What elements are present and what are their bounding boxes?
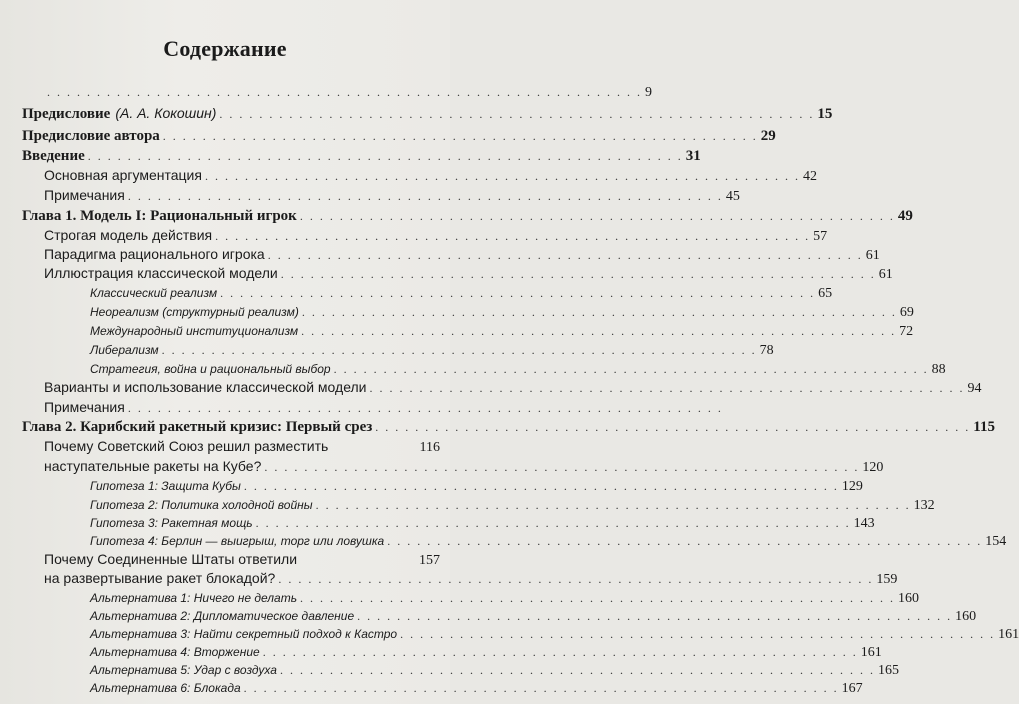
toc-entry-title: Предисловие [22,106,111,122]
toc-entry-title: Примечания [44,399,125,415]
toc-section-entry [0,458,884,480]
toc-entry-title: Стратегия, война и рациональный выбор [90,362,331,376]
toc-page-number: 154 [985,534,1007,549]
toc-subsection-entry [0,609,977,629]
toc-page-number: 132 [913,498,935,513]
dot-leader: . . . . . . . . . . . . . . . . . . . . . . . . . . . . . . . . . . . . . . . . . . . . . . . . . . . . . . . . . . . . [400,627,996,641]
dot-leader: . . . . . . . . . . . . . . . . . . . . . . . . . . . . . . . . . . . . . . . . . . . . . . . . . . . . . . . . . . . . [215,229,811,243]
dot-leader: . . . . . . . . . . . . . . . . . . . . . . . . . . . . . . . . . . . . . . . . . . . . . . . . . . . . . . . . . . . . [47,85,642,99]
dot-leader: . . . . . . . . . . . . . . . . . . . . . . . . . . . . . . . . . . . . . . . . . . . . . . . . . . . . . . . . . . . . [255,516,851,530]
toc-section-entry [0,399,723,420]
toc-subsection-entry [0,286,833,306]
dot-leader: . . . . . . . . . . . . . . . . . . . . . . . . . . . . . . . . . . . . . . . . . . . . . . . . . . . . . . . . . . . . [162,129,758,143]
dot-leader: . . . . . . . . . . . . . . . . . . . . . . . . . . . . . . . . . . . . . . . . . . . . . . . . . . . . . . . . . . . . [161,343,757,357]
toc-subsection-entry [0,498,935,518]
toc-section-entry [0,265,893,287]
toc-entry-title: Неореализм (структурный реализм) [90,305,299,319]
toc-entry-title: Иллюстрация классической модели [44,265,278,281]
toc-page-number: 159 [876,572,898,587]
dot-leader: . . . . . . . . . . . . . . . . . . . . . . . . . . . . . . . . . . . . . . . . . . . . . . . . . . . . . . . . . . . . [301,305,897,319]
toc-subsection-entry [0,479,863,499]
toc-entry-title: Классический реализм [90,286,218,300]
toc-entry-title: Гипотеза 3: Ракетная мощь [90,516,253,530]
toc-entry-title: Глава 1. Модель I: Рациональный игрок [22,208,297,224]
toc-entry-title: наступательные ракеты на Кубе? [44,458,262,474]
dot-leader: . . . . . . . . . . . . . . . . . . . . . . . . . . . . . . . . . . . . . . . . . . . . . . . . . . . . . . . . . . . . [300,591,896,605]
toc-chapter-entry [0,208,913,229]
toc-page-number: 167 [841,681,863,696]
toc-page-number: 160 [898,591,920,606]
dot-leader: . . . . . . . . . . . . . . . . . . . . . . . . . . . . . . . . . . . . . . . . . . . . . . . . . . . . . . . . . . . . [262,645,858,659]
toc-entry-author: (А. А. Кокошин) [115,105,217,121]
toc-subsection-entry [0,627,1019,647]
toc-chapter-entry [0,148,701,169]
toc-page-number: 31 [685,148,701,164]
dot-leader: . . . . . . . . . . . . . . . . . . . . . . . . . . . . . . . . . . . . . . . . . . . . . . . . . . . . . . . . . . . . [333,362,929,376]
dot-leader: . . . . . . . . . . . . . . . . . . . . . . . . . . . . . . . . . . . . . . . . . . . . . . . . . . . . . . . . . . . . [243,479,839,493]
toc-subsection-entry [0,343,774,363]
toc-section-entry [0,167,817,189]
dot-leader: . . . . . . . . . . . . . . . . . . . . . . . . . . . . . . . . . . . . . . . . . . . . . . . . . . . . . . . . . . . . [279,663,875,677]
toc-page-number: 94 [967,381,982,396]
dot-leader: . . . . . . . . . . . . . . . . . . . . . . . . . . . . . . . . . . . . . . . . . . . . . . . . . . . . . . . . . . . . [357,609,953,623]
toc-entry-title: Парадигма рационального игрока [44,246,265,262]
toc-subsection-entry [0,663,899,683]
dot-leader: . . . . . . . . . . . . . . . . . . . . . . . . . . . . . . . . . . . . . . . . . . . . . . . . . . . . . . . . . . . . [267,248,863,262]
toc-entry-title: Варианты и использование классической модели [44,379,367,395]
toc-page-number: 157 [419,553,440,568]
toc-page-number: 49 [897,208,913,224]
toc-page-number: 69 [899,305,914,320]
toc-section-entry [0,570,898,592]
toc-entry-title: Гипотеза 4: Берлин — выигрыш, торг или ловушка [90,534,385,548]
toc-entry-title: Введение [22,148,85,164]
dot-leader: . . . . . . . . . . . . . . . . . . . . . . . . . . . . . . . . . . . . . . . . . . . . . . . . . . . . . . . . . . . . [127,189,723,203]
dot-leader: . . . . . . . . . . . . . . . . . . . . . . . . . . . . . . . . . . . . . . . . . . . . . . . . . . . . . . . . . . . . [87,149,683,163]
toc-page-number: 78 [759,343,774,358]
toc-subsection-entry [0,645,882,665]
toc-entry-title: на развертывание ракет блокадой? [44,570,276,586]
dot-leader: . . . . . . . . . . . . . . . . . . . . . . . . . . . . . . . . . . . . . . . . . . . . . . . . . . . . . . . . . . . . [369,381,965,395]
toc-entry-title: Строгая модель действия [44,227,213,243]
toc-entry-title: Гипотеза 2: Политика холодной войны [90,498,313,512]
dot-leader: . . . . . . . . . . . . . . . . . . . . . . . . . . . . . . . . . . . . . . . . . . . . . . . . . . . . . . . . . . . . [220,286,816,300]
toc-page-number: 72 [899,324,914,339]
toc-entry-title: Альтернатива 1: Ничего не делать [90,591,298,605]
toc-entry-title: Гипотеза 1: Защита Кубы [90,479,241,493]
toc-entry-title: Альтернатива 3: Найти секретный подход к Кастро [90,627,398,641]
toc-subsection-entry [0,305,914,325]
toc-entry-title: Альтернатива 4: Вторжение [90,645,260,659]
dot-leader: . . . . . . . . . . . . . . . . . . . . . . . . . . . . . . . . . . . . . . . . . . . . . . . . . . . . . . . . . . . . [301,324,897,338]
toc-page-number: 15 [817,106,833,122]
toc-page-number: 61 [865,248,880,263]
toc-page-number: 160 [955,609,977,624]
toc-entry-title: Альтернатива 6: Блокада [90,681,241,695]
toc-chapter-entry [0,419,995,440]
dot-leader: . . . . . . . . . . . . . . . . . . . . . . . . . . . . . . . . . . . . . . . . . . . . . . . . . . . . . . . . . . . . [315,498,911,512]
page-title: Содержание [163,36,287,61]
toc-entry-title: Основная аргументация [44,167,202,183]
toc-page-number: 143 [853,516,875,531]
toc-subsection-entry [0,324,914,344]
toc-page-number: 115 [973,419,995,435]
toc-entry-title: Глава 2. Карибский ракетный кризис: Первый срез [22,419,373,435]
toc-page-number: 116 [419,440,440,455]
toc-entry-title: Почему Советский Союз решил разместить [44,438,329,454]
toc-chapter-entry [0,105,833,127]
dot-leader: . . . . . . . . . . . . . . . . . . . . . . . . . . . . . . . . . . . . . . . . . . . . . . . . . . . . . . . . . . . . [375,420,971,434]
toc-page-number: 161 [860,645,882,660]
toc-page-number: 42 [802,169,817,184]
dot-leader: . . . . . . . . . . . . . . . . . . . . . . . . . . . . . . . . . . . . . . . . . . . . . . . . . . . . . . . . . . . . [219,107,815,121]
toc-entry-title: Альтернатива 2: Дипломатическое давление [90,609,355,623]
dot-leader: . . . . . . . . . . . . . . . . . . . . . . . . . . . . . . . . . . . . . . . . . . . . . . . . . . . . . . . . . . . . [387,534,983,548]
toc-subsection-entry [0,516,875,536]
toc-section-entry [0,379,982,401]
toc-section-entry [0,440,450,460]
toc-page-number: 129 [841,479,863,494]
toc-chapter-entry [0,128,776,149]
toc-page-number: 9 [645,85,652,100]
dot-leader: . . . . . . . . . . . . . . . . . . . . . . . . . . . . . . . . . . . . . . . . . . . . . . . . . . . . . . . . . . . . [204,169,800,183]
toc-page-number: 45 [725,189,740,204]
toc-entry-title: Альтернатива 5: Удар с воздуха [90,663,277,677]
toc-entry-title: Предисловие автора [22,128,160,144]
toc-entry-title: Либерализм [90,343,159,357]
toc-entry-title: Почему Соединенные Штаты ответили [44,551,298,567]
dot-leader: . . . . . . . . . . . . . . . . . . . . . . . . . . . . . . . . . . . . . . . . . . . . . . . . . . . . . . . . . . . . [127,401,723,415]
toc-section-entry [0,187,740,209]
dot-leader: . . . . . . . . . . . . . . . . . . . . . . . . . . . . . . . . . . . . . . . . . . . . . . . . . . . . . . . . . . . . [243,681,839,695]
toc-subsection-entry [0,681,863,701]
toc-page-number: 61 [878,267,893,282]
toc-section-entry [0,85,652,105]
toc-page-number: 161 [998,627,1019,642]
dot-leader: . . . . . . . . . . . . . . . . . . . . . . . . . . . . . . . . . . . . . . . . . . . . . . . . . . . . . . . . . . . . [280,267,876,281]
toc-subsection-entry [0,591,920,611]
dot-leader: . . . . . . . . . . . . . . . . . . . . . . . . . . . . . . . . . . . . . . . . . . . . . . . . . . . . . . . . . . . . [278,572,874,586]
toc-entry-title: Примечания [44,187,125,203]
toc-page-number: 65 [818,286,833,301]
toc-page-number: 29 [760,128,776,144]
toc-entry-title: Международный институционализм [90,324,299,338]
toc-page-number: 165 [877,663,899,678]
toc-page-number: 88 [931,362,946,377]
toc-page-number: 57 [813,229,828,244]
toc-page-number: 120 [862,460,884,475]
dot-leader: . . . . . . . . . . . . . . . . . . . . . . . . . . . . . . . . . . . . . . . . . . . . . . . . . . . . . . . . . . . . [264,460,860,474]
dot-leader: . . . . . . . . . . . . . . . . . . . . . . . . . . . . . . . . . . . . . . . . . . . . . . . . . . . . . . . . . . . . [299,209,895,223]
